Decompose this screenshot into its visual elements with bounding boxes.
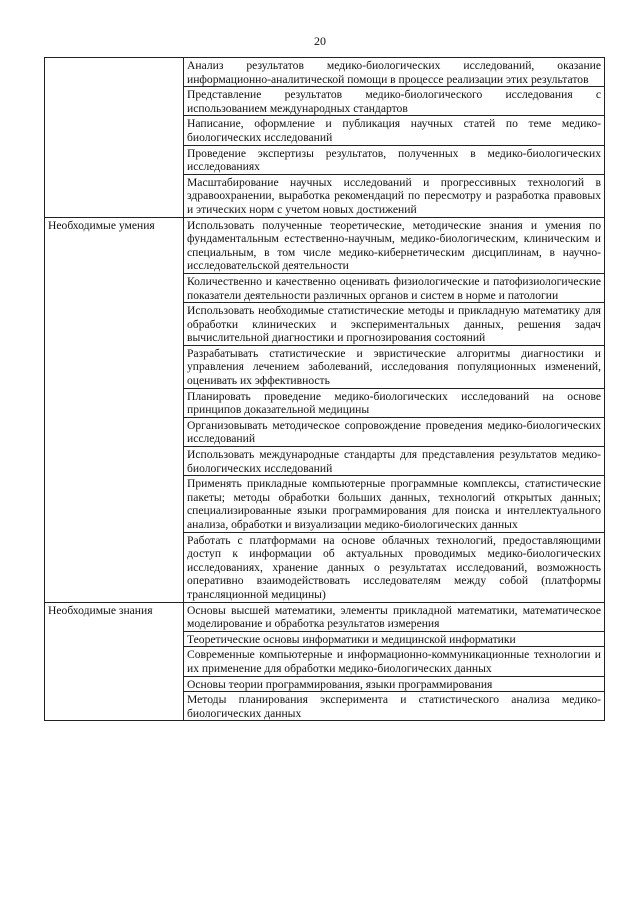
list-item: Использовать международные стандарты для представления результатов медико-биологических исследований xyxy=(184,446,604,475)
section-items xyxy=(184,217,605,602)
list-item: Анализ результатов медико-биологических исследований, оказание информационно-аналитической помощи в процессе реализации этих результатов xyxy=(187,59,601,86)
list-item: Организовывать методическое сопровождение проведения медико-биологических исследований xyxy=(184,417,604,446)
list-item: Написание, оформление и публикация научных статей по теме медико-биологических исследований xyxy=(184,115,604,144)
section-label xyxy=(45,58,184,218)
table-row xyxy=(45,602,605,721)
list-item: Количественно и качественно оценивать физиологические и патофизиологические показатели деятельности различных органов и систем в норме и патологии xyxy=(184,273,604,302)
page-number: 20 xyxy=(314,34,326,48)
list-item: Использовать необходимые статистические методы и прикладную математику для обработки клинических и экспериментальных данных, решения задач вычислительной диагностики и прогнозирования состояний xyxy=(184,302,604,345)
list-item: Работать с платформами на основе облачных технологий, предоставляющими доступ к информации об актуальных проводимых медико-биологических исследованиях, хранение данных о результатах исследований, возможность оперативно взаимодействовать исследователям между собой (платформы трансляционной медицины) xyxy=(184,532,604,602)
list-item: Теоретические основы информатики и медицинской информатики xyxy=(184,631,604,647)
list-item: Методы планирования эксперимента и статистического анализа медико-биологических данных xyxy=(184,691,604,720)
section-items xyxy=(184,602,605,721)
section-items xyxy=(184,58,605,218)
list-item: Проведение экспертизы результатов, полученных в медико-биологических исследованиях xyxy=(184,145,604,174)
list-item: Основы теории программирования, языки программирования xyxy=(184,676,604,692)
table-row xyxy=(45,217,605,602)
list-item: Современные компьютерные и информационно-коммуникационные технологии и их применение для обработки медико-биологических данных xyxy=(184,646,604,675)
list-item: Планировать проведение медико-биологических исследований на основе принципов доказательной медицины xyxy=(184,388,604,417)
list-item: Применять прикладные компьютерные программные комплексы, статистические пакеты; методы обработки больших данных, технологий открытых данных; специализированные языки программирования для поиска и интеллектуального анализа, обработки и визуализации медико-биологических данных xyxy=(184,475,604,531)
section-label: Необходимые знания xyxy=(45,602,184,721)
table-row xyxy=(45,58,605,218)
list-item: Основы высшей математики, элементы прикладной математики, математическое моделирование и обработка результатов измерения xyxy=(187,603,601,631)
requirements-table xyxy=(44,57,605,721)
list-item: Разрабатывать статистические и эвристические алгоритмы диагностики и управления лечением заболеваний, исследования популяционных изменений, оценивать их эффективность xyxy=(184,345,604,388)
list-item: Представление результатов медико-биологического исследования с использованием международных стандартов xyxy=(184,86,604,115)
section-label: Необходимые умения xyxy=(45,217,184,602)
list-item: Использовать полученные теоретические, методические знания и умения по фундаментальным естественно-научным, медико-биологическим, клиническим и специальным, в том числе медико-кибернетическим дисциплинам, в научно-исследовательской деятельности xyxy=(187,218,601,273)
list-item: Масштабирование научных исследований и прогрессивных технологий в здравоохранении, выработка рекомендаций по пересмотру и разработка правовых и этических норм с учетом новых достижений xyxy=(184,174,604,217)
